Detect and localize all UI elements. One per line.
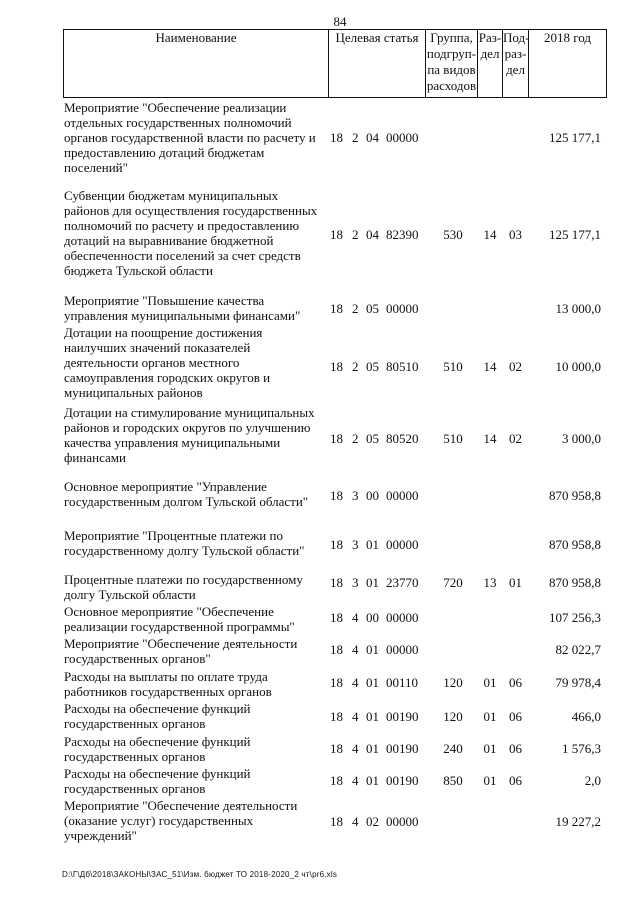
row-code-event: 05 [366,431,379,446]
row-code-event: 01 [366,709,379,724]
row-code-program: 18 [330,773,343,788]
row-code-subprogram: 4 [352,773,359,788]
row-name: Дотации на стимулирование муниципальных районов и городских округов по улучшению качества управления муниципальными финансами [64,405,315,465]
row-code-event: 01 [366,537,379,552]
row-code-program: 18 [330,575,343,590]
row-code-program: 18 [330,301,343,316]
row-code-event: 00 [366,610,379,625]
row-amount: 79 978,4 [555,675,601,690]
row-code-event: 01 [366,642,379,657]
row-code-subprogram: 4 [352,642,359,657]
row-name: Процентные платежи по государственному долгу Тульской области [64,572,303,602]
row-code-direction: 00000 [386,610,419,625]
row-name: Мероприятие "Процентные платежи по государственному долгу Тульской области" [64,528,305,558]
row-name: Основное мероприятие "Обеспечение реализации государственной программы" [64,604,295,634]
row-code-subprogram: 2 [352,130,359,145]
header-name: Наименование [63,29,329,98]
row-subsection: 02 [509,359,522,374]
row-name: Субвенции бюджетам муниципальных районов для осуществления государственных полномочий по расчету и предоставлению дотаций на выравнивание бюджетной обеспеченности поселений за счет средств бюджета Тульской области [64,188,318,278]
row-code-program: 18 [330,227,343,242]
row-subsection: 03 [509,227,522,242]
row-name: Расходы на обеспечение функций государственных органов [64,734,251,764]
row-code-event: 02 [366,814,379,829]
row-amount: 82 022,7 [555,642,601,657]
row-section: 13 [483,575,497,590]
row-code-event: 01 [366,675,379,690]
row-code-event: 04 [366,227,379,242]
row-amount: 870 958,8 [549,488,601,503]
header-target-item: Целевая статья [328,29,426,98]
row-amount: 10 000,0 [555,359,601,374]
row-amount: 466,0 [571,709,601,724]
row-group: 850 [443,773,463,788]
row-group: 120 [443,709,463,724]
file-path-footer: D:\Г\Дб\2018\ЗАКОНЫ\ЗАС_51\Изм. бюджет ТО 2018-2020_2 чт\pr6.xls [62,870,338,879]
row-code-event: 01 [366,773,379,788]
row-code-event: 01 [366,741,379,756]
row-code-direction: 00110 [386,675,419,690]
row-amount: 3 000,0 [562,431,601,446]
row-code-program: 18 [330,675,343,690]
row-code-program: 18 [330,359,343,374]
row-code-program: 18 [330,537,343,552]
row-group: 720 [443,575,463,590]
row-amount: 1 576,3 [562,741,601,756]
row-code-direction: 00000 [386,488,419,503]
row-subsection: 06 [509,709,522,724]
row-code-direction: 00190 [386,709,419,724]
row-section: 14 [483,359,497,374]
row-code-subprogram: 3 [352,575,359,590]
row-code-program: 18 [330,488,343,503]
row-code-program: 18 [330,642,343,657]
row-name: Основное мероприятие "Управление государственным долгом Тульской области" [64,479,309,509]
row-code-direction: 80510 [386,359,419,374]
row-code-event: 00 [366,488,379,503]
row-code-direction: 00000 [386,130,419,145]
row-section: 01 [483,741,497,756]
row-name: Расходы на обеспечение функций государственных органов [64,701,251,731]
row-code-subprogram: 2 [352,227,359,242]
row-code-program: 18 [330,431,343,446]
row-subsection: 01 [509,575,522,590]
row-subsection: 06 [509,741,522,756]
row-group: 120 [443,675,463,690]
row-code-subprogram: 4 [352,675,359,690]
row-amount: 125 177,1 [549,130,601,145]
row-amount: 125 177,1 [549,227,601,242]
row-code-event: 05 [366,301,379,316]
row-section: 14 [483,227,497,242]
row-section: 01 [483,675,497,690]
row-section: 14 [483,431,497,446]
row-name: Мероприятие "Обеспечение деятельности (оказание услуг) государственных учреждений" [64,798,298,843]
row-code-direction: 00000 [386,642,419,657]
row-code-subprogram: 4 [352,741,359,756]
row-code-direction: 23770 [386,575,419,590]
row-amount: 2,0 [584,773,601,788]
row-code-program: 18 [330,709,343,724]
row-name: Мероприятие "Повышение качества управления муниципальными финансами" [64,293,301,323]
row-code-event: 04 [366,130,379,145]
page-number: 84 [333,14,347,29]
row-code-subprogram: 3 [352,537,359,552]
row-name: Дотации на поощрение достижения наилучших значений показателей деятельности органов местного самоуправления городских округов и муниципальных районов [64,325,271,400]
row-subsection: 06 [509,675,522,690]
row-code-direction: 82390 [386,227,419,242]
header-year: 2018 год [528,29,607,98]
row-code-direction: 00000 [386,301,419,316]
row-subsection: 02 [509,431,522,446]
row-section: 01 [483,773,497,788]
row-amount: 870 958,8 [549,537,601,552]
row-code-subprogram: 4 [352,709,359,724]
row-name: Мероприятие "Обеспечение реализации отдельных государственных полномочий органов государственной власти по расчету и предоставлению дотаций бюджетам поселений" [64,100,316,175]
row-code-event: 05 [366,359,379,374]
row-code-subprogram: 4 [352,814,359,829]
row-amount: 870 958,8 [549,575,601,590]
row-code-direction: 00000 [386,537,419,552]
row-name: Расходы на выплаты по оплате труда работников государственных органов [64,669,272,699]
header-subsection: Под- раз- дел [502,29,529,98]
row-section: 01 [483,709,497,724]
header-section: Раз- дел [477,29,503,98]
row-group: 510 [443,431,463,446]
row-code-subprogram: 2 [352,301,359,316]
row-code-direction: 00190 [386,741,419,756]
row-code-subprogram: 4 [352,610,359,625]
row-group: 240 [443,741,463,756]
row-code-event: 01 [366,575,379,590]
row-code-subprogram: 3 [352,488,359,503]
row-amount: 19 227,2 [555,814,601,829]
row-name: Мероприятие "Обеспечение деятельности государственных органов" [64,636,298,666]
row-code-direction: 80520 [386,431,419,446]
row-code-direction: 00190 [386,773,419,788]
row-code-program: 18 [330,814,343,829]
row-code-program: 18 [330,130,343,145]
row-subsection: 06 [509,773,522,788]
row-code-direction: 00000 [386,814,419,829]
row-amount: 107 256,3 [549,610,601,625]
row-code-subprogram: 2 [352,431,359,446]
row-amount: 13 000,0 [555,301,601,316]
row-name: Расходы на обеспечение функций государственных органов [64,766,251,796]
row-code-program: 18 [330,610,343,625]
header-group: Группа, подгруп- па видов расходов [425,29,478,98]
row-group: 530 [443,227,463,242]
row-group: 510 [443,359,463,374]
row-code-program: 18 [330,741,343,756]
row-code-subprogram: 2 [352,359,359,374]
